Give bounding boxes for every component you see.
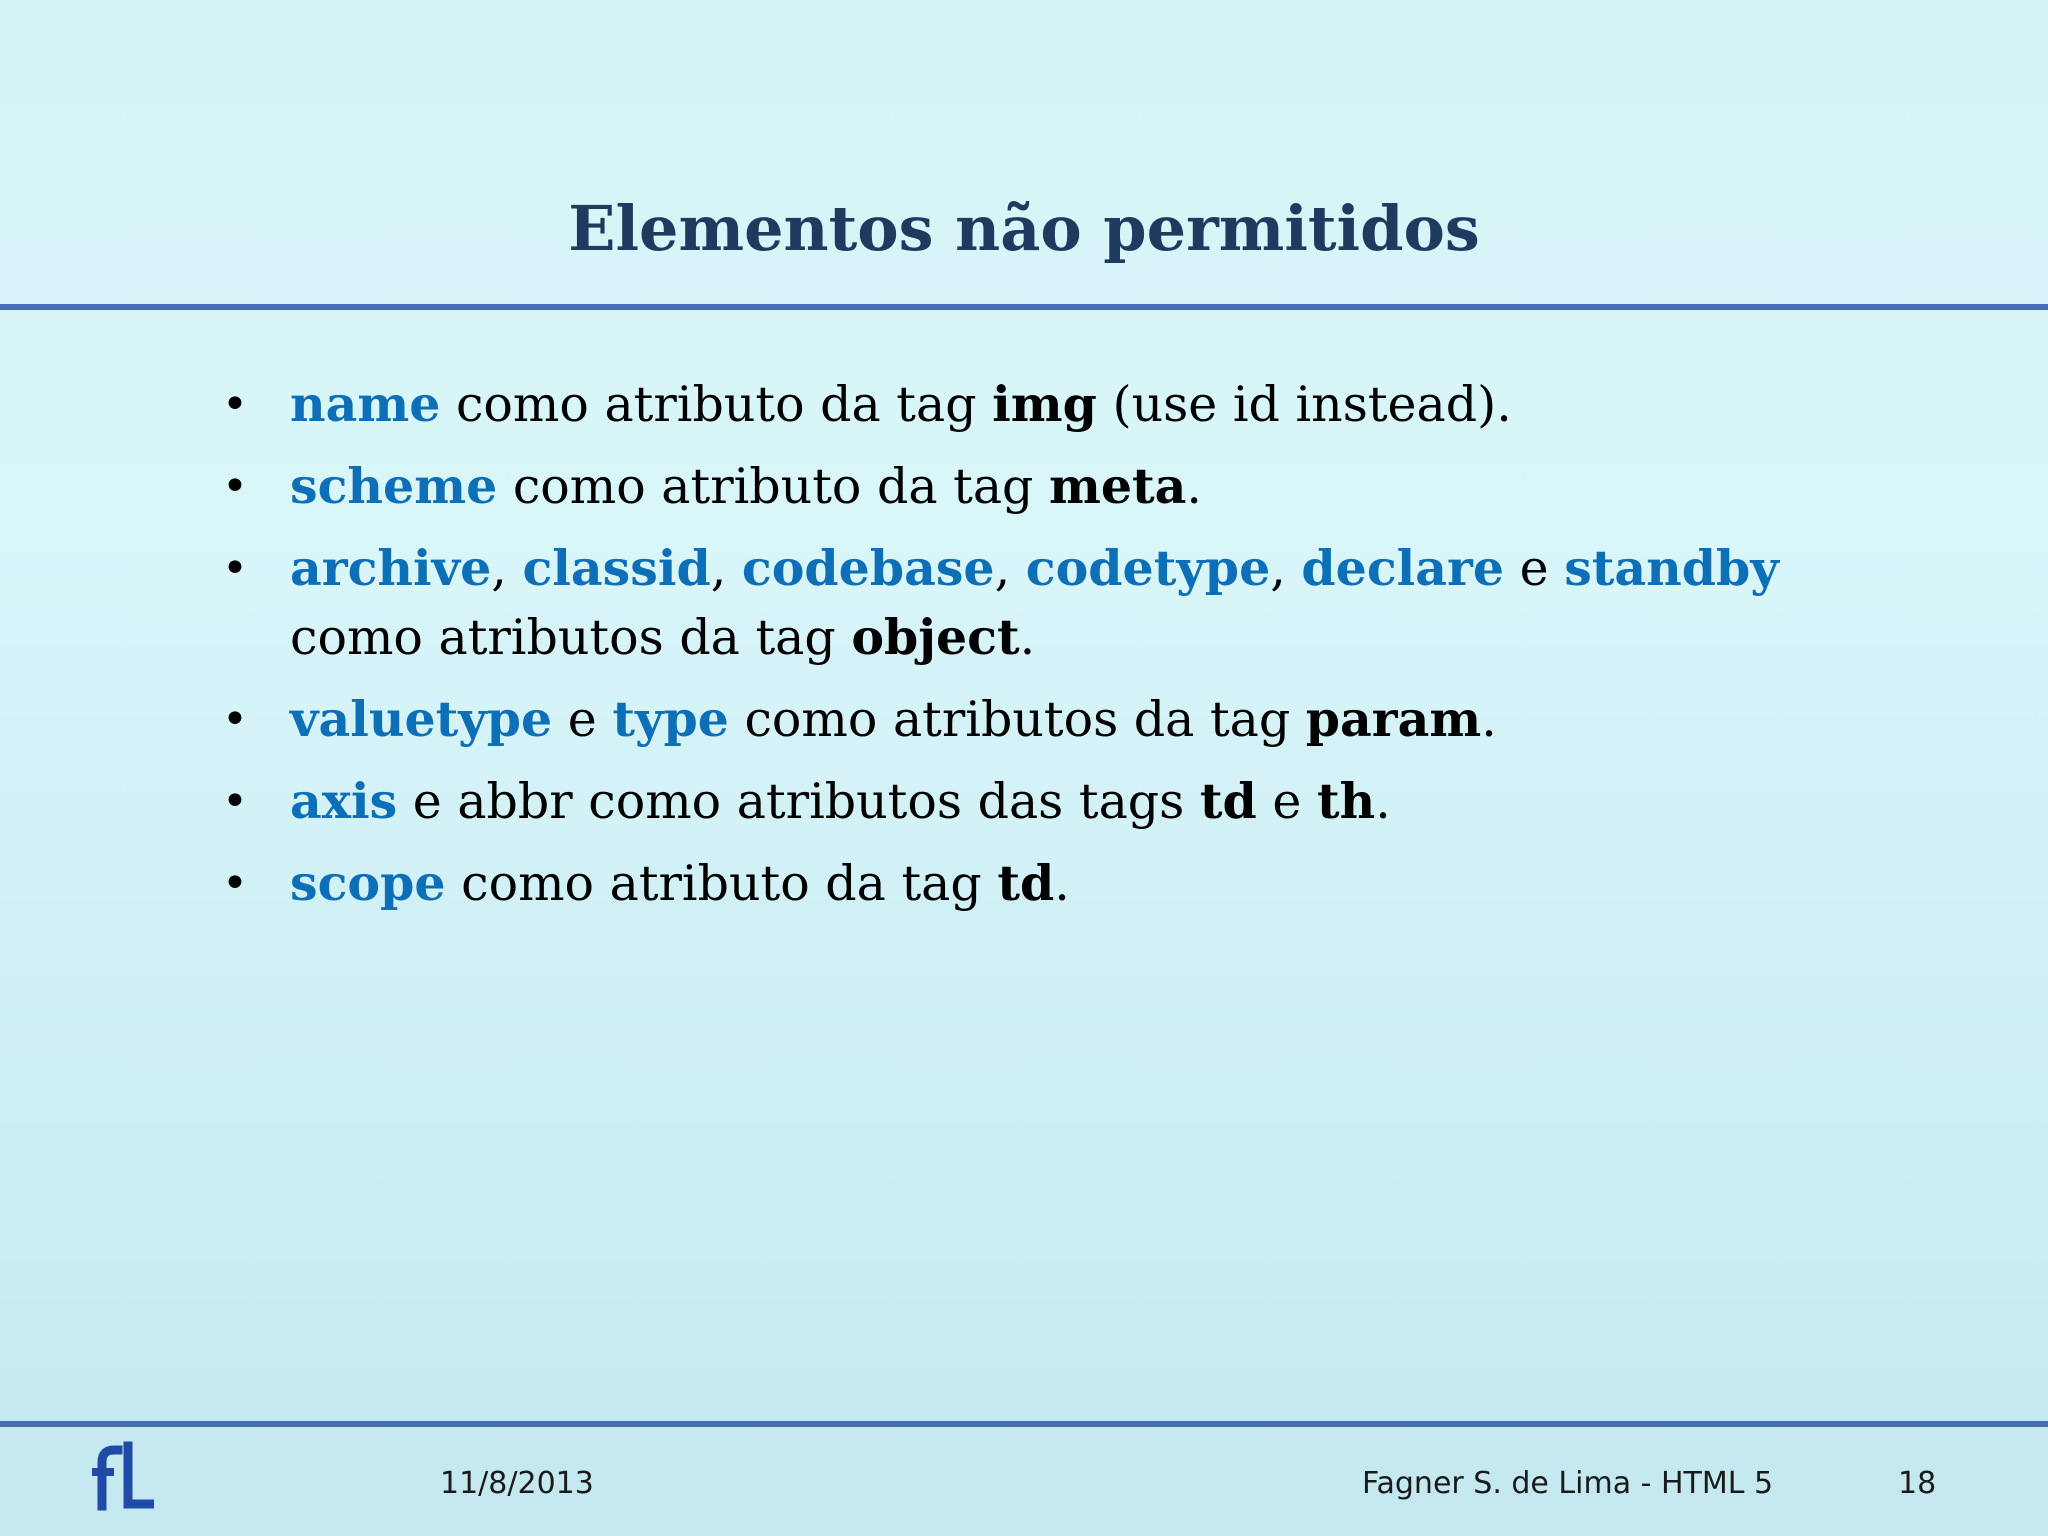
bullet-item — [220, 767, 1860, 836]
bullet-text: e — [552, 691, 613, 748]
bullet-item — [220, 452, 1860, 521]
attribute-keyword: scheme — [290, 457, 498, 515]
bullet-dot-icon: • — [222, 776, 248, 827]
tag-name: td — [997, 854, 1055, 912]
title-divider — [0, 304, 2048, 310]
bullet-item — [220, 370, 1860, 439]
attribute-keyword: type — [612, 690, 729, 748]
attribute-keyword: declare — [1301, 539, 1505, 597]
bullet-text: . — [1054, 855, 1070, 912]
footer-divider — [0, 1421, 2048, 1427]
attribute-keyword: valuetype — [290, 690, 553, 748]
bullet-item — [220, 685, 1860, 754]
tag-name: td — [1199, 772, 1257, 830]
page-number: 18 — [1898, 1466, 1937, 1501]
bullet-text: . — [1186, 458, 1202, 515]
bullet-text: . — [1481, 691, 1497, 748]
attribute-keyword: codetype — [1025, 539, 1271, 597]
attribute-keyword: name — [290, 375, 441, 433]
tag-name: param — [1305, 690, 1482, 748]
bullet-text: , — [491, 540, 523, 597]
tag-name: th — [1316, 772, 1376, 830]
bullet-text: e — [1256, 773, 1317, 830]
attribute-keyword: classid — [522, 539, 711, 597]
bullet-dot-icon: • — [222, 694, 248, 745]
tag-name: object — [851, 608, 1020, 666]
footer-author: Fagner S. de Lima - HTML 5 — [1362, 1466, 1774, 1501]
bullet-text: e — [1504, 540, 1565, 597]
bullet-item — [220, 849, 1860, 918]
footer-date: 11/8/2013 — [440, 1466, 594, 1501]
tag-name: img — [992, 375, 1097, 433]
bullet-dot-icon: • — [222, 379, 248, 430]
bullet-dot-icon: • — [222, 858, 248, 909]
bullet-text: e abbr como atributos das tags — [397, 773, 1200, 830]
bullet-dot-icon: • — [222, 461, 248, 512]
attribute-keyword: archive — [290, 539, 492, 597]
attribute-keyword: scope — [290, 854, 446, 912]
bullet-text: como atributo da tag — [497, 458, 1050, 515]
bullet-text: , — [994, 540, 1026, 597]
bullet-text: como atributo da tag — [445, 855, 998, 912]
bullet-text: , — [710, 540, 742, 597]
bullet-text: . — [1019, 609, 1036, 666]
tag-name: meta — [1049, 457, 1187, 515]
attribute-keyword: standby — [1564, 539, 1779, 597]
bullet-list — [220, 370, 1860, 931]
slide-title: Elementos não permitidos — [568, 192, 1480, 265]
author-logo — [84, 1432, 154, 1514]
attribute-keyword: codebase — [741, 539, 995, 597]
bullet-item — [220, 534, 1860, 672]
attribute-keyword: axis — [290, 772, 398, 830]
bullet-text: como atributos da tag — [728, 691, 1306, 748]
bullet-text: (use id instead). — [1096, 376, 1512, 433]
bullet-text: como atributos da tag — [290, 609, 852, 666]
bullet-text: , — [1270, 540, 1302, 597]
bullet-text: como atributo da tag — [440, 376, 993, 433]
bullet-dot-icon: • — [222, 543, 248, 594]
bullet-text: . — [1375, 773, 1391, 830]
